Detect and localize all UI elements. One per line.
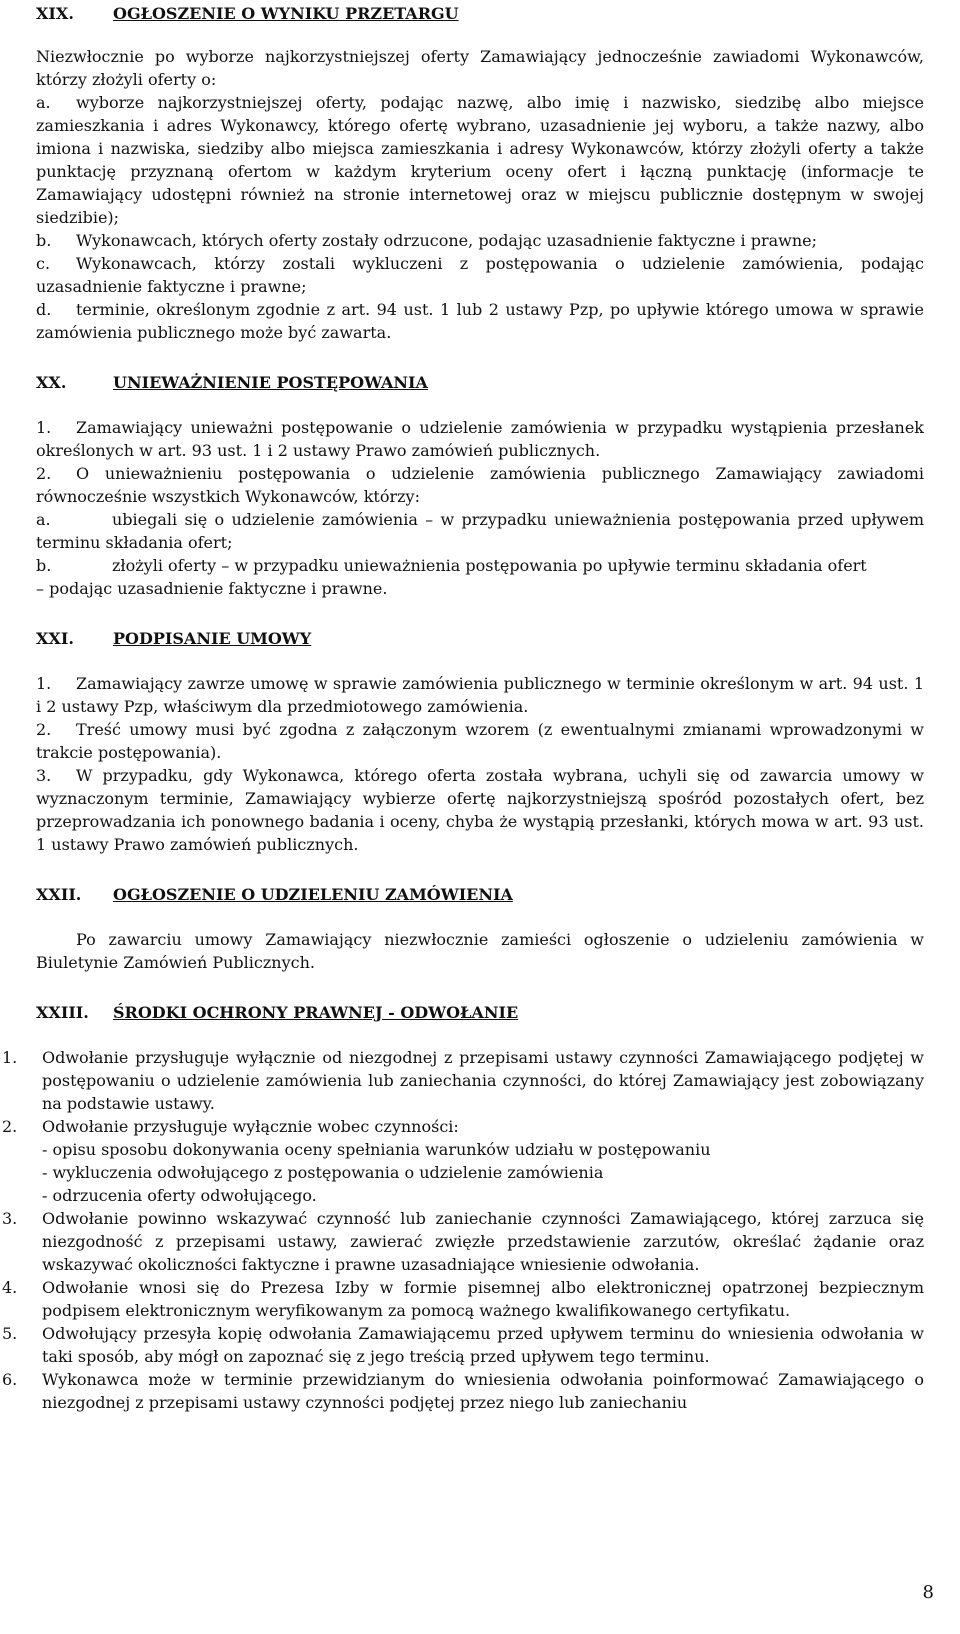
list-text: terminie, określonym zgodnie z art. 94 ust. 1 lub 2 ustawy Pzp, po upływie którego umowa w sprawie zamówienia publicznego może być zawarta. [36, 300, 924, 342]
list-label: 3. [2, 1209, 18, 1228]
list-text: Odwołujący przesyła kopię odwołania Zamawiającemu przed upływem terminu do wniesienia odwołania w taki sposób, aby mógł on zapoznać się z jego treścią przed upływem tego terminu. [42, 1324, 924, 1366]
document-page [2, 2, 924, 1414]
list-label: 2. [2, 1117, 18, 1136]
list-item [2, 1046, 924, 1115]
list-label: b. [36, 556, 52, 575]
list-item [36, 298, 924, 344]
sub-list-item [36, 508, 924, 554]
list-item [36, 416, 924, 462]
list-text: złożyli oferty – w przypadku unieważnienia postępowania po upływie terminu składania ofert [112, 556, 867, 575]
section-number: XXI. [36, 629, 74, 648]
dash-line: - wykluczenia odwołującego z postępowania o udzielenie zamówienia [42, 1163, 604, 1182]
list-item [2, 1207, 924, 1276]
list-item [2, 1115, 924, 1207]
list-text: Odwołanie przysługuje wyłącznie od niezgodnej z przepisami ustawy czynności Zamawiającego podjętej w postępowaniu o udzielenie zamówienia lub zaniechania czynności, do której Zamawiający jest zobowiązany na podstawie ustawy. [42, 1048, 924, 1113]
list-item [36, 718, 924, 764]
section-title: PODPISANIE UMOWY [113, 629, 312, 648]
section-heading-xxi [36, 627, 924, 653]
section-heading-xix [36, 2, 924, 28]
section-paragraph: Po zawarciu umowy Zamawiający niezwłocznie zamieści ogłoszenie o udzieleniu zamówienia w Biuletynie Zamówień Publicznych. [36, 930, 924, 972]
list-label: a. [36, 93, 51, 112]
section-title: OGŁOSZENIE O WYNIKU PRZETARGU [113, 4, 459, 23]
list-label: a. [36, 510, 51, 529]
list-text: W przypadku, gdy Wykonawca, którego oferta została wybrana, uchyli się od zawarcia umowy w wyznaczonym terminie, Zamawiający wybierze ofertę najkorzystniejszą spośród pozostałych ofert, bez przeprowadzania ich ponownego badania i oceny, chyba że wystąpią przesłanki, których mowa w art. 93 ust. 1 ustawy Prawo zamówień publicznych. [36, 766, 924, 854]
section-title: OGŁOSZENIE O UDZIELENIU ZAMÓWIENIA [113, 885, 513, 904]
list-text: Zamawiający zawrze umowę w sprawie zamówienia publicznego w terminie określonym w art. 94 ust. 1 i 2 ustawy Pzp, właściwym dla przedmiotowego zamówienia. [36, 674, 924, 716]
list-label: 3. [36, 766, 52, 785]
list-label: 6. [2, 1370, 18, 1389]
list-label: 2. [36, 464, 52, 483]
section-heading-xxiii [36, 1001, 924, 1027]
list-item [36, 229, 924, 252]
list-item [2, 1368, 924, 1414]
list-label: 1. [36, 674, 52, 693]
section-heading-xxii [36, 883, 924, 909]
list-item [36, 764, 924, 856]
list-item [2, 1322, 924, 1368]
dash-line: - opisu sposobu dokonywania oceny spełniania warunków udziału w postępowaniu [42, 1140, 711, 1159]
list-label: c. [36, 254, 51, 273]
list-text: ubiegali się o udzielenie zamówienia – w przypadku unieważnienia postępowania przed upływem terminu składania ofert; [36, 510, 924, 552]
dash-line: - odrzucenia oferty odwołującego. [42, 1186, 317, 1205]
section-title: ŚRODKI OCHRONY PRAWNEJ - ODWOŁANIE [113, 1003, 519, 1022]
list-text: Treść umowy musi być zgodna z załączonym wzorem (z ewentualnymi zmianami wprowadzonymi w trakcie postępowania). [36, 720, 924, 762]
list-item [36, 91, 924, 229]
section-number: XIX. [36, 4, 74, 23]
section-heading-xx [36, 371, 924, 397]
section-title: UNIEWAŻNIENIE POSTĘPOWANIA [113, 373, 428, 392]
section-number: XXII. [36, 885, 82, 904]
list-text: Zamawiający unieważni postępowanie o udzielenie zamówienia w przypadku wystąpienia przesłanek określonych w art. 93 ust. 1 i 2 ustawy Prawo zamówień publicznych. [36, 418, 924, 460]
list-text: Wykonawcach, którzy zostali wykluczeni z postępowania o udzielenie zamówienia, podając uzasadnienie faktyczne i prawne; [36, 254, 924, 296]
section-intro: Niezwłocznie po wyborze najkorzystniejszej oferty Zamawiający jednocześnie zawiadomi Wykonawców, którzy złożyli oferty o: [36, 47, 924, 89]
list-text: Wykonawca może w terminie przewidzianym do wniesienia odwołania poinformować Zamawiającego o niezgodnej z przepisami ustawy czynności podjętej przez niego lub zaniechaniu [42, 1370, 924, 1412]
list-text: Wykonawcach, których oferty zostały odrzucone, podając uzasadnienie faktyczne i prawne; [76, 231, 818, 250]
sub-list-item [36, 554, 924, 577]
list-item [36, 462, 924, 508]
list-label: 1. [36, 418, 52, 437]
list-item [2, 1276, 924, 1322]
list-text: Odwołanie wnosi się do Prezesa Izby w formie pisemnej albo elektronicznej opatrzonej bezpiecznym podpisem elektronicznym weryfikowanym za pomocą ważnego kwalifikowanego certyfikatu. [42, 1278, 924, 1320]
section-number: XX. [36, 373, 67, 392]
list-item [36, 252, 924, 298]
page-number: 8 [922, 1582, 934, 1603]
section-number: XXIII. [36, 1003, 89, 1022]
list-text: Odwołanie przysługuje wyłącznie wobec czynności: [42, 1117, 459, 1136]
list-text: O unieważnieniu postępowania o udzielenie zamówienia publicznego Zamawiający zawiadomi równocześnie wszystkich Wykonawców, którzy: [36, 464, 924, 506]
list-label: 2. [36, 720, 52, 739]
list-label: 1. [2, 1048, 18, 1067]
list-text: Odwołanie powinno wskazywać czynność lub zaniechanie czynności Zamawiającego, której zarzuca się niezgodność z przepisami ustawy, zawierać zwięzłe przedstawienie zarzutów, określać żądanie oraz wskazywać okoliczności faktyczne i prawne uzasadniające wniesienie odwołania. [42, 1209, 924, 1274]
list-label: b. [36, 231, 52, 250]
list-text: wyborze najkorzystniejszej oferty, podając nazwę, albo imię i nazwisko, siedzibę albo miejsce zamieszkania i adres Wykonawcy, którego ofertę wybrano, uzasadnienie jej wyboru, a także nazwy, albo imiona i nazwiska, siedziby albo miejsca zamieszkania i adresy Wykonawców, którzy złożyli oferty a także punktację przyznaną ofertom w każdym kryterium oceny ofert i łączną punktację (informacje te Zamawiający udostępni również na stronie internetowej oraz w miejscu publicznie dostępnym w swojej siedzibie); [36, 93, 924, 227]
list-item [36, 672, 924, 718]
closing-line: – podając uzasadnienie faktyczne i prawne. [36, 579, 388, 598]
list-label: 5. [2, 1324, 18, 1343]
list-label: 4. [2, 1278, 18, 1297]
list-label: d. [36, 300, 52, 319]
